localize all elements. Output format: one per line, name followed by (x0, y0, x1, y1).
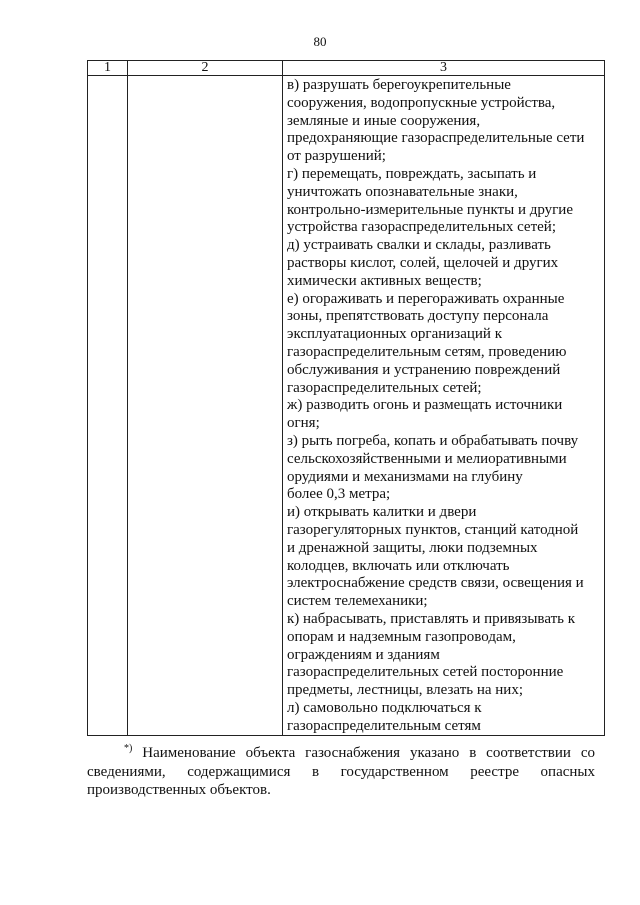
text-line: зоны, препятствовать доступу персонала (287, 308, 549, 325)
text-line: газораспределительных сетей; (287, 379, 482, 396)
text-line: газораспределительным сетям (287, 717, 481, 734)
text-line: от разрушений; (287, 148, 386, 165)
text-line: сооружения, водопропускные устройства, (287, 94, 556, 111)
text-line: и дренажной защиты, люки подземных (287, 539, 538, 556)
document-table (87, 60, 605, 736)
footnote-marker: *) (124, 743, 133, 754)
column-header-2: 2 (128, 61, 283, 76)
text-line: з) рыть погреба, копать и обрабатывать почву (287, 432, 579, 449)
text-line: ж) разводить огонь и размещать источники (287, 397, 563, 414)
text-line: растворы кислот, солей, щелочей и других (287, 254, 559, 271)
footnote-text: Наименование объекта газоснабжения указано в соответствии со сведениями, содержащимися в государственном реестре опасных (87, 745, 595, 780)
column-header-3: 3 (283, 61, 605, 76)
text-line: д) устраивать свалки и склады, разливать (287, 237, 551, 254)
text-line: обслуживания и устранению повреждений (287, 361, 561, 378)
text-line: и) открывать калитки и двери (287, 504, 477, 521)
cell-column-3 (283, 76, 605, 736)
text-line: систем телемеханики; (287, 593, 428, 610)
text-line: огня; (287, 415, 320, 432)
text-line: электроснабжение средств связи, освещения и (287, 575, 584, 592)
page-number: 80 (313, 34, 327, 49)
text-line: эксплуатационных организаций к (287, 326, 502, 343)
text-line: в) разрушать берегоукрепительные (287, 77, 511, 93)
column-header-1: 1 (88, 61, 128, 76)
text-line: газораспределительных сетей посторонние (287, 664, 564, 681)
text-line: к) набрасывать, приставлять и привязывать к (287, 610, 576, 627)
footnote-text-end: производственных объектов. (87, 782, 271, 798)
text-line: химически активных веществ; (287, 272, 482, 289)
text-line: предметы, лестницы, влезать на них; (287, 682, 524, 699)
footnote (87, 744, 595, 800)
text-line: колодцев, включать или отключать (287, 557, 510, 574)
table-row (88, 76, 605, 736)
text-line: г) перемещать, повреждать, засыпать и (287, 165, 537, 182)
text-line: предохраняющие газораспределительные сети (287, 130, 585, 147)
cell-column-2 (128, 76, 283, 736)
text-line: опорам и надземным газопроводам, (287, 628, 516, 645)
text-line: более 0,3 метра; (287, 486, 391, 503)
text-line: л) самовольно подключаться к (287, 699, 482, 716)
text-line: уничтожать опознавательные знаки, (287, 183, 518, 200)
text-line: сельскохозяйственными и мелиоративными (287, 450, 567, 467)
table-header-row (88, 61, 605, 76)
text-line: газорегуляторных пунктов, станций катодной (287, 521, 579, 538)
cell-column-1 (88, 76, 128, 736)
text-line: устройства газораспределительных сетей; (287, 219, 556, 236)
text-line: ограждениям и зданиям (287, 646, 440, 663)
footnote-paragraph (87, 744, 595, 781)
text-line: орудиями и механизмами на глубину (287, 468, 523, 485)
text-line: контрольно-измерительные пункты и другие (287, 201, 573, 218)
text-line: земляные и иные сооружения, (287, 112, 481, 129)
text-line: е) огораживать и перегораживать охранные (287, 290, 565, 307)
text-line: газораспределительным сетям, проведению (287, 343, 567, 360)
